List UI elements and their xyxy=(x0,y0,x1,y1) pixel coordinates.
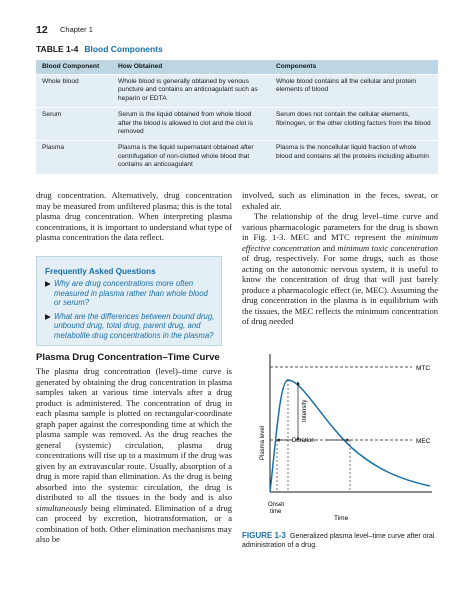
column-header: Components xyxy=(270,60,438,75)
faq-question: ▶ What are the differences between bound drug, unbound drug, total drug, parent drug, and metabolite drug concentrations in the plasma? xyxy=(45,311,215,340)
table-cell: Plasma is the liquid supernatant obtained after centrifugation of non-clotted whole blood that contains an anticoagulant xyxy=(112,141,270,174)
faq-box xyxy=(36,256,222,346)
arrow-right-icon: ▶ xyxy=(45,279,51,288)
plasma-curve xyxy=(270,380,430,492)
table-cell: Serum does not contain the cellular elements, fibrinogen, or the other clotting factors from the blood xyxy=(270,108,438,141)
column-header: Blood Component xyxy=(36,60,112,75)
mtc-label: MTC xyxy=(416,365,431,372)
figure-caption xyxy=(242,531,438,550)
left-paragraph-1: drug concentration. Alternatively, drug concentration may be measured from unfiltered plasma; this is the total plasma drug concentration. When interpreting plasma concentrations, it is important to understand what type of plasma concentration the data reflect. xyxy=(36,190,232,242)
intensity-label: Intensity xyxy=(302,399,308,422)
onset-label-2: time xyxy=(270,509,282,515)
right-paragraphs: involved, such as elimination in the feces, sweat, or exhaled air. The relationship of the drug level–time curve and various pharmacologic parameters for the drug is shown in Fig. 1-3. MEC and MTC represent the minimum effective concentration and minimum toxic concentration of drug, respectively. For some drugs, such as those acting on the autonomic nervous system, it is useful to know the concentration of drug that will just barely produce a pharmacologic effect (ie, MEC). Assuming the drug concentration in the plasma is in equilibrium with the tissues, the MEC reflects the minimum concentration of drug needed xyxy=(242,190,439,326)
table-row xyxy=(36,141,438,174)
arrow-right-icon: ▶ xyxy=(45,311,51,321)
table-header-row xyxy=(36,60,438,75)
table-row xyxy=(36,108,438,141)
table-cell: Plasma xyxy=(36,141,112,174)
plasma-level-time-figure xyxy=(242,350,438,530)
page-number: 12 xyxy=(36,24,48,36)
left-paragraph-2: The plasma drug concentration (level)–time curve is generated by obtaining the drug concentration in plasma samples taken at various time intervals after a drug product is administered. The concentration of drug in each plasma sample is plotted on rectangular-coordinate graph paper against the corresponding time at which the plasma sample was removed. As the drug reaches the general (systemic) circulation, plasma drug concentrations will rise up to a maximum if the drug was given by an extravascular route. Usually, absorption of a drug is more rapid than elimination. As the drug is being absorbed into the systemic circulation, the drug is distributed to all the tissues in the body and is also simultaneously being eliminated. Elimination of a drug can proceed by excretion, biotransformation, or a combination of both. Other elimination mechanisms may also be xyxy=(36,366,232,544)
table-cell: Plasma is the noncellular liquid fraction of whole blood and contains all the proteins including albumin xyxy=(270,141,438,174)
table-caption xyxy=(36,44,163,54)
figure-caption-text: Generalized plasma level–time curve after oral administration of a drug. xyxy=(242,533,435,549)
table-cell: Whole blood is generally obtained by venous puncture and contains an anticoagulant such as heparin or EDTA xyxy=(112,75,270,108)
table-cell: Serum xyxy=(36,108,112,141)
table-title: Blood Components xyxy=(84,44,163,54)
chapter-label: Chapter 1 xyxy=(60,25,93,34)
onset-label: Onset xyxy=(268,502,285,508)
x-axis-label: Time xyxy=(334,515,349,522)
duration-label: Duration xyxy=(292,438,315,444)
table-cell: Whole blood contains all the cellular and protein elements of blood xyxy=(270,75,438,108)
blood-components-table xyxy=(36,60,438,174)
faq-question: ▶ Why are drug concentrations more often measured in plasma rather than whole blood or serum? xyxy=(45,279,208,307)
faq-title: Frequently Asked Questions xyxy=(45,267,156,276)
figure-label: FIGURE 1-3 xyxy=(242,531,287,540)
table-label: TABLE 1-4 xyxy=(36,44,79,54)
table-row xyxy=(36,75,438,108)
section-heading: Plasma Drug Concentration–Time Curve xyxy=(36,352,220,363)
y-axis-label: Plasma level xyxy=(260,425,266,460)
table-cell: Serum is the liquid obtained from whole blood after the blood is allowed to clot and the clot is removed xyxy=(112,108,270,141)
mec-label: MEC xyxy=(416,438,431,445)
table-cell: Whole blood xyxy=(36,75,112,108)
column-header: How Obtained xyxy=(112,60,270,75)
